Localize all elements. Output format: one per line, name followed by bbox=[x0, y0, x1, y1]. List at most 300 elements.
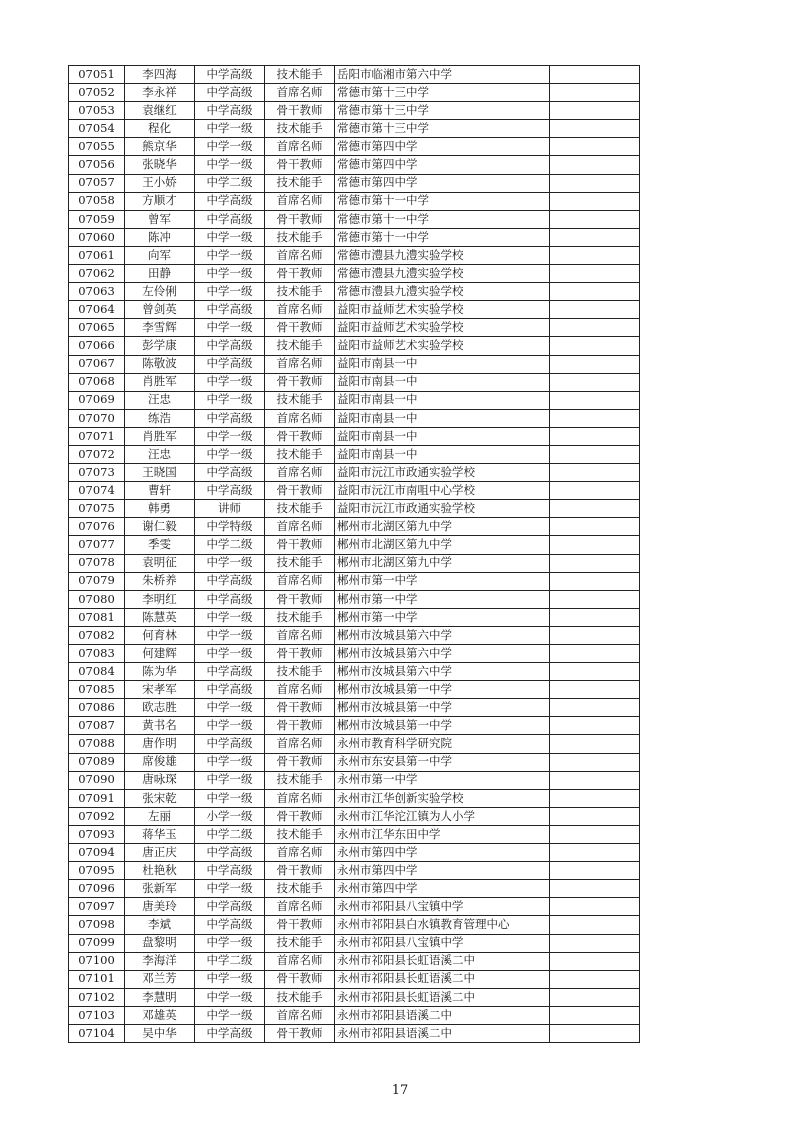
record-id-cell: 07075 bbox=[69, 500, 125, 518]
name-cell: 汪忠 bbox=[125, 391, 195, 409]
table-row bbox=[69, 898, 640, 916]
honor-cell: 技术能手 bbox=[265, 283, 335, 301]
school-cell: 益阳市益师艺术实验学校 bbox=[335, 337, 550, 355]
note-cell bbox=[550, 102, 640, 120]
note-cell bbox=[550, 500, 640, 518]
school-cell: 益阳市南县一中 bbox=[335, 409, 550, 427]
honor-cell: 首席名师 bbox=[265, 626, 335, 644]
honor-cell: 骨干教师 bbox=[265, 590, 335, 608]
school-cell: 永州市祁阳县八宝镇中学 bbox=[335, 898, 550, 916]
name-cell: 何育林 bbox=[125, 626, 195, 644]
rank-cell: 中学一级 bbox=[195, 156, 265, 174]
record-id-cell: 07080 bbox=[69, 590, 125, 608]
record-id-cell: 07065 bbox=[69, 319, 125, 337]
rank-cell: 中学高级 bbox=[195, 482, 265, 500]
name-cell: 向军 bbox=[125, 246, 195, 264]
record-id-cell: 07069 bbox=[69, 391, 125, 409]
note-cell bbox=[550, 84, 640, 102]
school-cell: 永州市祁阳县长虹语溪二中 bbox=[335, 988, 550, 1006]
honor-cell: 骨干教师 bbox=[265, 102, 335, 120]
name-cell: 李明红 bbox=[125, 590, 195, 608]
rank-cell: 中学高级 bbox=[195, 464, 265, 482]
record-id-cell: 07059 bbox=[69, 210, 125, 228]
name-cell: 练浩 bbox=[125, 409, 195, 427]
honor-cell: 技术能手 bbox=[265, 174, 335, 192]
rank-cell: 讲师 bbox=[195, 500, 265, 518]
note-cell bbox=[550, 663, 640, 681]
name-cell: 陈为华 bbox=[125, 663, 195, 681]
name-cell: 李慧明 bbox=[125, 988, 195, 1006]
name-cell: 彭学康 bbox=[125, 337, 195, 355]
note-cell bbox=[550, 319, 640, 337]
honor-cell: 首席名师 bbox=[265, 355, 335, 373]
table-row bbox=[69, 735, 640, 753]
name-cell: 盘黎明 bbox=[125, 934, 195, 952]
school-cell: 郴州市第一中学 bbox=[335, 608, 550, 626]
table-row bbox=[69, 970, 640, 988]
school-cell: 永州市东安县第一中学 bbox=[335, 753, 550, 771]
record-id-cell: 07073 bbox=[69, 464, 125, 482]
school-cell: 永州市祁阳县语溪二中 bbox=[335, 1006, 550, 1024]
table-row bbox=[69, 228, 640, 246]
school-cell: 永州市教育科学研究院 bbox=[335, 735, 550, 753]
table-row bbox=[69, 373, 640, 391]
note-cell bbox=[550, 228, 640, 246]
rank-cell: 中学高级 bbox=[195, 898, 265, 916]
rank-cell: 中学高级 bbox=[195, 663, 265, 681]
table-row bbox=[69, 391, 640, 409]
name-cell: 汪忠 bbox=[125, 445, 195, 463]
rank-cell: 中学高级 bbox=[195, 1024, 265, 1042]
honor-cell: 骨干教师 bbox=[265, 916, 335, 934]
note-cell bbox=[550, 1024, 640, 1042]
table-row bbox=[69, 554, 640, 572]
honor-cell: 骨干教师 bbox=[265, 717, 335, 735]
name-cell: 唐咏琛 bbox=[125, 771, 195, 789]
note-cell bbox=[550, 645, 640, 663]
note-cell bbox=[550, 482, 640, 500]
note-cell bbox=[550, 192, 640, 210]
record-id-cell: 07090 bbox=[69, 771, 125, 789]
name-cell: 邓兰芳 bbox=[125, 970, 195, 988]
name-cell: 左伶俐 bbox=[125, 283, 195, 301]
rank-cell: 中学高级 bbox=[195, 66, 265, 84]
table-row bbox=[69, 952, 640, 970]
school-cell: 郴州市第一中学 bbox=[335, 572, 550, 590]
name-cell: 席俊雄 bbox=[125, 753, 195, 771]
record-id-cell: 07072 bbox=[69, 445, 125, 463]
school-cell: 常德市第四中学 bbox=[335, 156, 550, 174]
table-body bbox=[69, 66, 640, 1043]
honor-cell: 骨干教师 bbox=[265, 753, 335, 771]
school-cell: 常德市第十三中学 bbox=[335, 120, 550, 138]
record-id-cell: 07078 bbox=[69, 554, 125, 572]
rank-cell: 中学一级 bbox=[195, 265, 265, 283]
name-cell: 季雯 bbox=[125, 536, 195, 554]
rank-cell: 中学二级 bbox=[195, 952, 265, 970]
school-cell: 常德市第十一中学 bbox=[335, 192, 550, 210]
note-cell bbox=[550, 844, 640, 862]
note-cell bbox=[550, 753, 640, 771]
table-row bbox=[69, 916, 640, 934]
name-cell: 田静 bbox=[125, 265, 195, 283]
rank-cell: 中学一级 bbox=[195, 445, 265, 463]
name-cell: 韩勇 bbox=[125, 500, 195, 518]
honor-cell: 骨干教师 bbox=[265, 156, 335, 174]
table-row bbox=[69, 681, 640, 699]
table-row bbox=[69, 590, 640, 608]
record-id-cell: 07060 bbox=[69, 228, 125, 246]
record-id-cell: 07052 bbox=[69, 84, 125, 102]
rank-cell: 中学一级 bbox=[195, 554, 265, 572]
honor-cell: 首席名师 bbox=[265, 681, 335, 699]
table-row bbox=[69, 536, 640, 554]
record-id-cell: 07067 bbox=[69, 355, 125, 373]
rank-cell: 中学特级 bbox=[195, 518, 265, 536]
school-cell: 郴州市汝城县第一中学 bbox=[335, 717, 550, 735]
rank-cell: 中学一级 bbox=[195, 771, 265, 789]
table-row bbox=[69, 500, 640, 518]
table-row bbox=[69, 844, 640, 862]
record-id-cell: 07062 bbox=[69, 265, 125, 283]
rank-cell: 中学高级 bbox=[195, 735, 265, 753]
table-row bbox=[69, 301, 640, 319]
table-row bbox=[69, 988, 640, 1006]
name-cell: 左丽 bbox=[125, 807, 195, 825]
name-cell: 何建辉 bbox=[125, 645, 195, 663]
name-cell: 李斌 bbox=[125, 916, 195, 934]
rank-cell: 中学高级 bbox=[195, 301, 265, 319]
record-id-cell: 07074 bbox=[69, 482, 125, 500]
note-cell bbox=[550, 789, 640, 807]
table-row bbox=[69, 464, 640, 482]
rank-cell: 中学二级 bbox=[195, 825, 265, 843]
rank-cell: 中学高级 bbox=[195, 844, 265, 862]
honor-cell: 骨干教师 bbox=[265, 210, 335, 228]
school-cell: 郴州市汝城县第六中学 bbox=[335, 663, 550, 681]
name-cell: 张宋乾 bbox=[125, 789, 195, 807]
record-id-cell: 07092 bbox=[69, 807, 125, 825]
honor-cell: 首席名师 bbox=[265, 84, 335, 102]
table-row bbox=[69, 120, 640, 138]
note-cell bbox=[550, 373, 640, 391]
record-id-cell: 07068 bbox=[69, 373, 125, 391]
record-id-cell: 07089 bbox=[69, 753, 125, 771]
note-cell bbox=[550, 862, 640, 880]
rank-cell: 中学一级 bbox=[195, 880, 265, 898]
record-id-cell: 07083 bbox=[69, 645, 125, 663]
honor-cell: 首席名师 bbox=[265, 844, 335, 862]
school-cell: 永州市祁阳县白水镇教育管理中心 bbox=[335, 916, 550, 934]
rank-cell: 中学一级 bbox=[195, 1006, 265, 1024]
table-row bbox=[69, 934, 640, 952]
rank-cell: 中学一级 bbox=[195, 789, 265, 807]
rank-cell: 中学一级 bbox=[195, 753, 265, 771]
table-row bbox=[69, 1024, 640, 1042]
teacher-list-table bbox=[68, 65, 640, 1043]
table-row bbox=[69, 210, 640, 228]
record-id-cell: 07055 bbox=[69, 138, 125, 156]
school-cell: 永州市第一中学 bbox=[335, 771, 550, 789]
honor-cell: 首席名师 bbox=[265, 1006, 335, 1024]
note-cell bbox=[550, 518, 640, 536]
honor-cell: 骨干教师 bbox=[265, 699, 335, 717]
note-cell bbox=[550, 735, 640, 753]
name-cell: 熊京华 bbox=[125, 138, 195, 156]
note-cell bbox=[550, 807, 640, 825]
note-cell bbox=[550, 608, 640, 626]
table-row bbox=[69, 825, 640, 843]
school-cell: 常德市第十三中学 bbox=[335, 84, 550, 102]
table-row bbox=[69, 753, 640, 771]
name-cell: 程化 bbox=[125, 120, 195, 138]
record-id-cell: 07103 bbox=[69, 1006, 125, 1024]
table-row bbox=[69, 102, 640, 120]
name-cell: 唐作明 bbox=[125, 735, 195, 753]
table-row bbox=[69, 192, 640, 210]
note-cell bbox=[550, 445, 640, 463]
rank-cell: 中学一级 bbox=[195, 120, 265, 138]
table-row bbox=[69, 265, 640, 283]
rank-cell: 中学一级 bbox=[195, 645, 265, 663]
name-cell: 曹轩 bbox=[125, 482, 195, 500]
rank-cell: 小学一级 bbox=[195, 807, 265, 825]
rank-cell: 中学高级 bbox=[195, 192, 265, 210]
note-cell bbox=[550, 880, 640, 898]
school-cell: 郴州市汝城县第六中学 bbox=[335, 626, 550, 644]
rank-cell: 中学一级 bbox=[195, 246, 265, 264]
name-cell: 蒋华玉 bbox=[125, 825, 195, 843]
name-cell: 肖胜军 bbox=[125, 427, 195, 445]
rank-cell: 中学高级 bbox=[195, 862, 265, 880]
table-row bbox=[69, 482, 640, 500]
note-cell bbox=[550, 138, 640, 156]
school-cell: 常德市第十一中学 bbox=[335, 210, 550, 228]
honor-cell: 首席名师 bbox=[265, 898, 335, 916]
school-cell: 郴州市北湖区第九中学 bbox=[335, 518, 550, 536]
name-cell: 陈慧英 bbox=[125, 608, 195, 626]
honor-cell: 技术能手 bbox=[265, 608, 335, 626]
table-row bbox=[69, 1006, 640, 1024]
name-cell: 李四海 bbox=[125, 66, 195, 84]
rank-cell: 中学一级 bbox=[195, 717, 265, 735]
record-id-cell: 07081 bbox=[69, 608, 125, 626]
name-cell: 李永祥 bbox=[125, 84, 195, 102]
table-row bbox=[69, 174, 640, 192]
honor-cell: 技术能手 bbox=[265, 66, 335, 84]
honor-cell: 首席名师 bbox=[265, 789, 335, 807]
note-cell bbox=[550, 681, 640, 699]
rank-cell: 中学一级 bbox=[195, 970, 265, 988]
note-cell bbox=[550, 427, 640, 445]
rank-cell: 中学一级 bbox=[195, 427, 265, 445]
school-cell: 常德市第十一中学 bbox=[335, 228, 550, 246]
table-row bbox=[69, 608, 640, 626]
school-cell: 益阳市南县一中 bbox=[335, 355, 550, 373]
rank-cell: 中学一级 bbox=[195, 228, 265, 246]
honor-cell: 技术能手 bbox=[265, 445, 335, 463]
name-cell: 方顺才 bbox=[125, 192, 195, 210]
record-id-cell: 07054 bbox=[69, 120, 125, 138]
table-row bbox=[69, 771, 640, 789]
rank-cell: 中学高级 bbox=[195, 210, 265, 228]
record-id-cell: 07101 bbox=[69, 970, 125, 988]
note-cell bbox=[550, 391, 640, 409]
honor-cell: 技术能手 bbox=[265, 825, 335, 843]
name-cell: 袁继红 bbox=[125, 102, 195, 120]
record-id-cell: 07057 bbox=[69, 174, 125, 192]
table-row bbox=[69, 699, 640, 717]
record-id-cell: 07084 bbox=[69, 663, 125, 681]
record-id-cell: 07094 bbox=[69, 844, 125, 862]
school-cell: 郴州市北湖区第九中学 bbox=[335, 536, 550, 554]
honor-cell: 骨干教师 bbox=[265, 265, 335, 283]
school-cell: 郴州市汝城县第六中学 bbox=[335, 645, 550, 663]
record-id-cell: 07096 bbox=[69, 880, 125, 898]
school-cell: 郴州市汝城县第一中学 bbox=[335, 699, 550, 717]
school-cell: 永州市第四中学 bbox=[335, 862, 550, 880]
honor-cell: 技术能手 bbox=[265, 228, 335, 246]
honor-cell: 骨干教师 bbox=[265, 427, 335, 445]
honor-cell: 骨干教师 bbox=[265, 862, 335, 880]
school-cell: 益阳市南县一中 bbox=[335, 391, 550, 409]
record-id-cell: 07071 bbox=[69, 427, 125, 445]
name-cell: 唐美玲 bbox=[125, 898, 195, 916]
table-row bbox=[69, 862, 640, 880]
honor-cell: 技术能手 bbox=[265, 391, 335, 409]
honor-cell: 骨干教师 bbox=[265, 807, 335, 825]
honor-cell: 技术能手 bbox=[265, 120, 335, 138]
record-id-cell: 07098 bbox=[69, 916, 125, 934]
honor-cell: 技术能手 bbox=[265, 554, 335, 572]
school-cell: 永州市江华东田中学 bbox=[335, 825, 550, 843]
honor-cell: 技术能手 bbox=[265, 934, 335, 952]
honor-cell: 技术能手 bbox=[265, 771, 335, 789]
honor-cell: 技术能手 bbox=[265, 880, 335, 898]
note-cell bbox=[550, 120, 640, 138]
note-cell bbox=[550, 699, 640, 717]
note-cell bbox=[550, 536, 640, 554]
rank-cell: 中学一级 bbox=[195, 138, 265, 156]
name-cell: 黄书名 bbox=[125, 717, 195, 735]
school-cell: 永州市祁阳县长虹语溪二中 bbox=[335, 970, 550, 988]
table-row bbox=[69, 337, 640, 355]
honor-cell: 首席名师 bbox=[265, 518, 335, 536]
rank-cell: 中学一级 bbox=[195, 283, 265, 301]
rank-cell: 中学高级 bbox=[195, 590, 265, 608]
record-id-cell: 07104 bbox=[69, 1024, 125, 1042]
note-cell bbox=[550, 771, 640, 789]
name-cell: 肖胜军 bbox=[125, 373, 195, 391]
name-cell: 李海洋 bbox=[125, 952, 195, 970]
rank-cell: 中学高级 bbox=[195, 916, 265, 934]
school-cell: 常德市澧县九澧实验学校 bbox=[335, 265, 550, 283]
school-cell: 永州市江华沱江镇为人小学 bbox=[335, 807, 550, 825]
name-cell: 邓雄英 bbox=[125, 1006, 195, 1024]
table-row bbox=[69, 409, 640, 427]
honor-cell: 首席名师 bbox=[265, 138, 335, 156]
record-id-cell: 07077 bbox=[69, 536, 125, 554]
record-id-cell: 07051 bbox=[69, 66, 125, 84]
note-cell bbox=[550, 590, 640, 608]
table-row bbox=[69, 789, 640, 807]
rank-cell: 中学二级 bbox=[195, 536, 265, 554]
note-cell bbox=[550, 66, 640, 84]
record-id-cell: 07093 bbox=[69, 825, 125, 843]
note-cell bbox=[550, 283, 640, 301]
record-id-cell: 07058 bbox=[69, 192, 125, 210]
name-cell: 袁明征 bbox=[125, 554, 195, 572]
rank-cell: 中学一级 bbox=[195, 373, 265, 391]
table-row bbox=[69, 319, 640, 337]
note-cell bbox=[550, 970, 640, 988]
record-id-cell: 07087 bbox=[69, 717, 125, 735]
name-cell: 张晓华 bbox=[125, 156, 195, 174]
school-cell: 永州市祁阳县八宝镇中学 bbox=[335, 934, 550, 952]
name-cell: 唐正庆 bbox=[125, 844, 195, 862]
school-cell: 益阳市沅江市政通实验学校 bbox=[335, 464, 550, 482]
table-row bbox=[69, 283, 640, 301]
note-cell bbox=[550, 952, 640, 970]
note-cell bbox=[550, 464, 640, 482]
record-id-cell: 07085 bbox=[69, 681, 125, 699]
rank-cell: 中学高级 bbox=[195, 84, 265, 102]
record-id-cell: 07095 bbox=[69, 862, 125, 880]
table-row bbox=[69, 138, 640, 156]
name-cell: 张新军 bbox=[125, 880, 195, 898]
school-cell: 益阳市沅江市南咀中心学校 bbox=[335, 482, 550, 500]
rank-cell: 中学一级 bbox=[195, 319, 265, 337]
honor-cell: 首席名师 bbox=[265, 952, 335, 970]
honor-cell: 骨干教师 bbox=[265, 645, 335, 663]
note-cell bbox=[550, 265, 640, 283]
honor-cell: 技术能手 bbox=[265, 988, 335, 1006]
note-cell bbox=[550, 988, 640, 1006]
rank-cell: 中学一级 bbox=[195, 934, 265, 952]
honor-cell: 首席名师 bbox=[265, 464, 335, 482]
honor-cell: 骨干教师 bbox=[265, 536, 335, 554]
name-cell: 王小娇 bbox=[125, 174, 195, 192]
note-cell bbox=[550, 572, 640, 590]
table-row bbox=[69, 246, 640, 264]
school-cell: 常德市澧县九澧实验学校 bbox=[335, 283, 550, 301]
honor-cell: 技术能手 bbox=[265, 663, 335, 681]
school-cell: 益阳市南县一中 bbox=[335, 445, 550, 463]
name-cell: 陈敬波 bbox=[125, 355, 195, 373]
record-id-cell: 07097 bbox=[69, 898, 125, 916]
record-id-cell: 07053 bbox=[69, 102, 125, 120]
record-id-cell: 07102 bbox=[69, 988, 125, 1006]
table-row bbox=[69, 427, 640, 445]
table-row bbox=[69, 626, 640, 644]
school-cell: 郴州市第一中学 bbox=[335, 590, 550, 608]
note-cell bbox=[550, 825, 640, 843]
table-row bbox=[69, 66, 640, 84]
honor-cell: 技术能手 bbox=[265, 337, 335, 355]
school-cell: 益阳市南县一中 bbox=[335, 373, 550, 391]
note-cell bbox=[550, 1006, 640, 1024]
record-id-cell: 07066 bbox=[69, 337, 125, 355]
honor-cell: 首席名师 bbox=[265, 572, 335, 590]
record-id-cell: 07061 bbox=[69, 246, 125, 264]
school-cell: 益阳市益师艺术实验学校 bbox=[335, 319, 550, 337]
honor-cell: 首席名师 bbox=[265, 735, 335, 753]
honor-cell: 技术能手 bbox=[265, 500, 335, 518]
rank-cell: 中学一级 bbox=[195, 391, 265, 409]
school-cell: 永州市第四中学 bbox=[335, 844, 550, 862]
table-row bbox=[69, 84, 640, 102]
note-cell bbox=[550, 916, 640, 934]
